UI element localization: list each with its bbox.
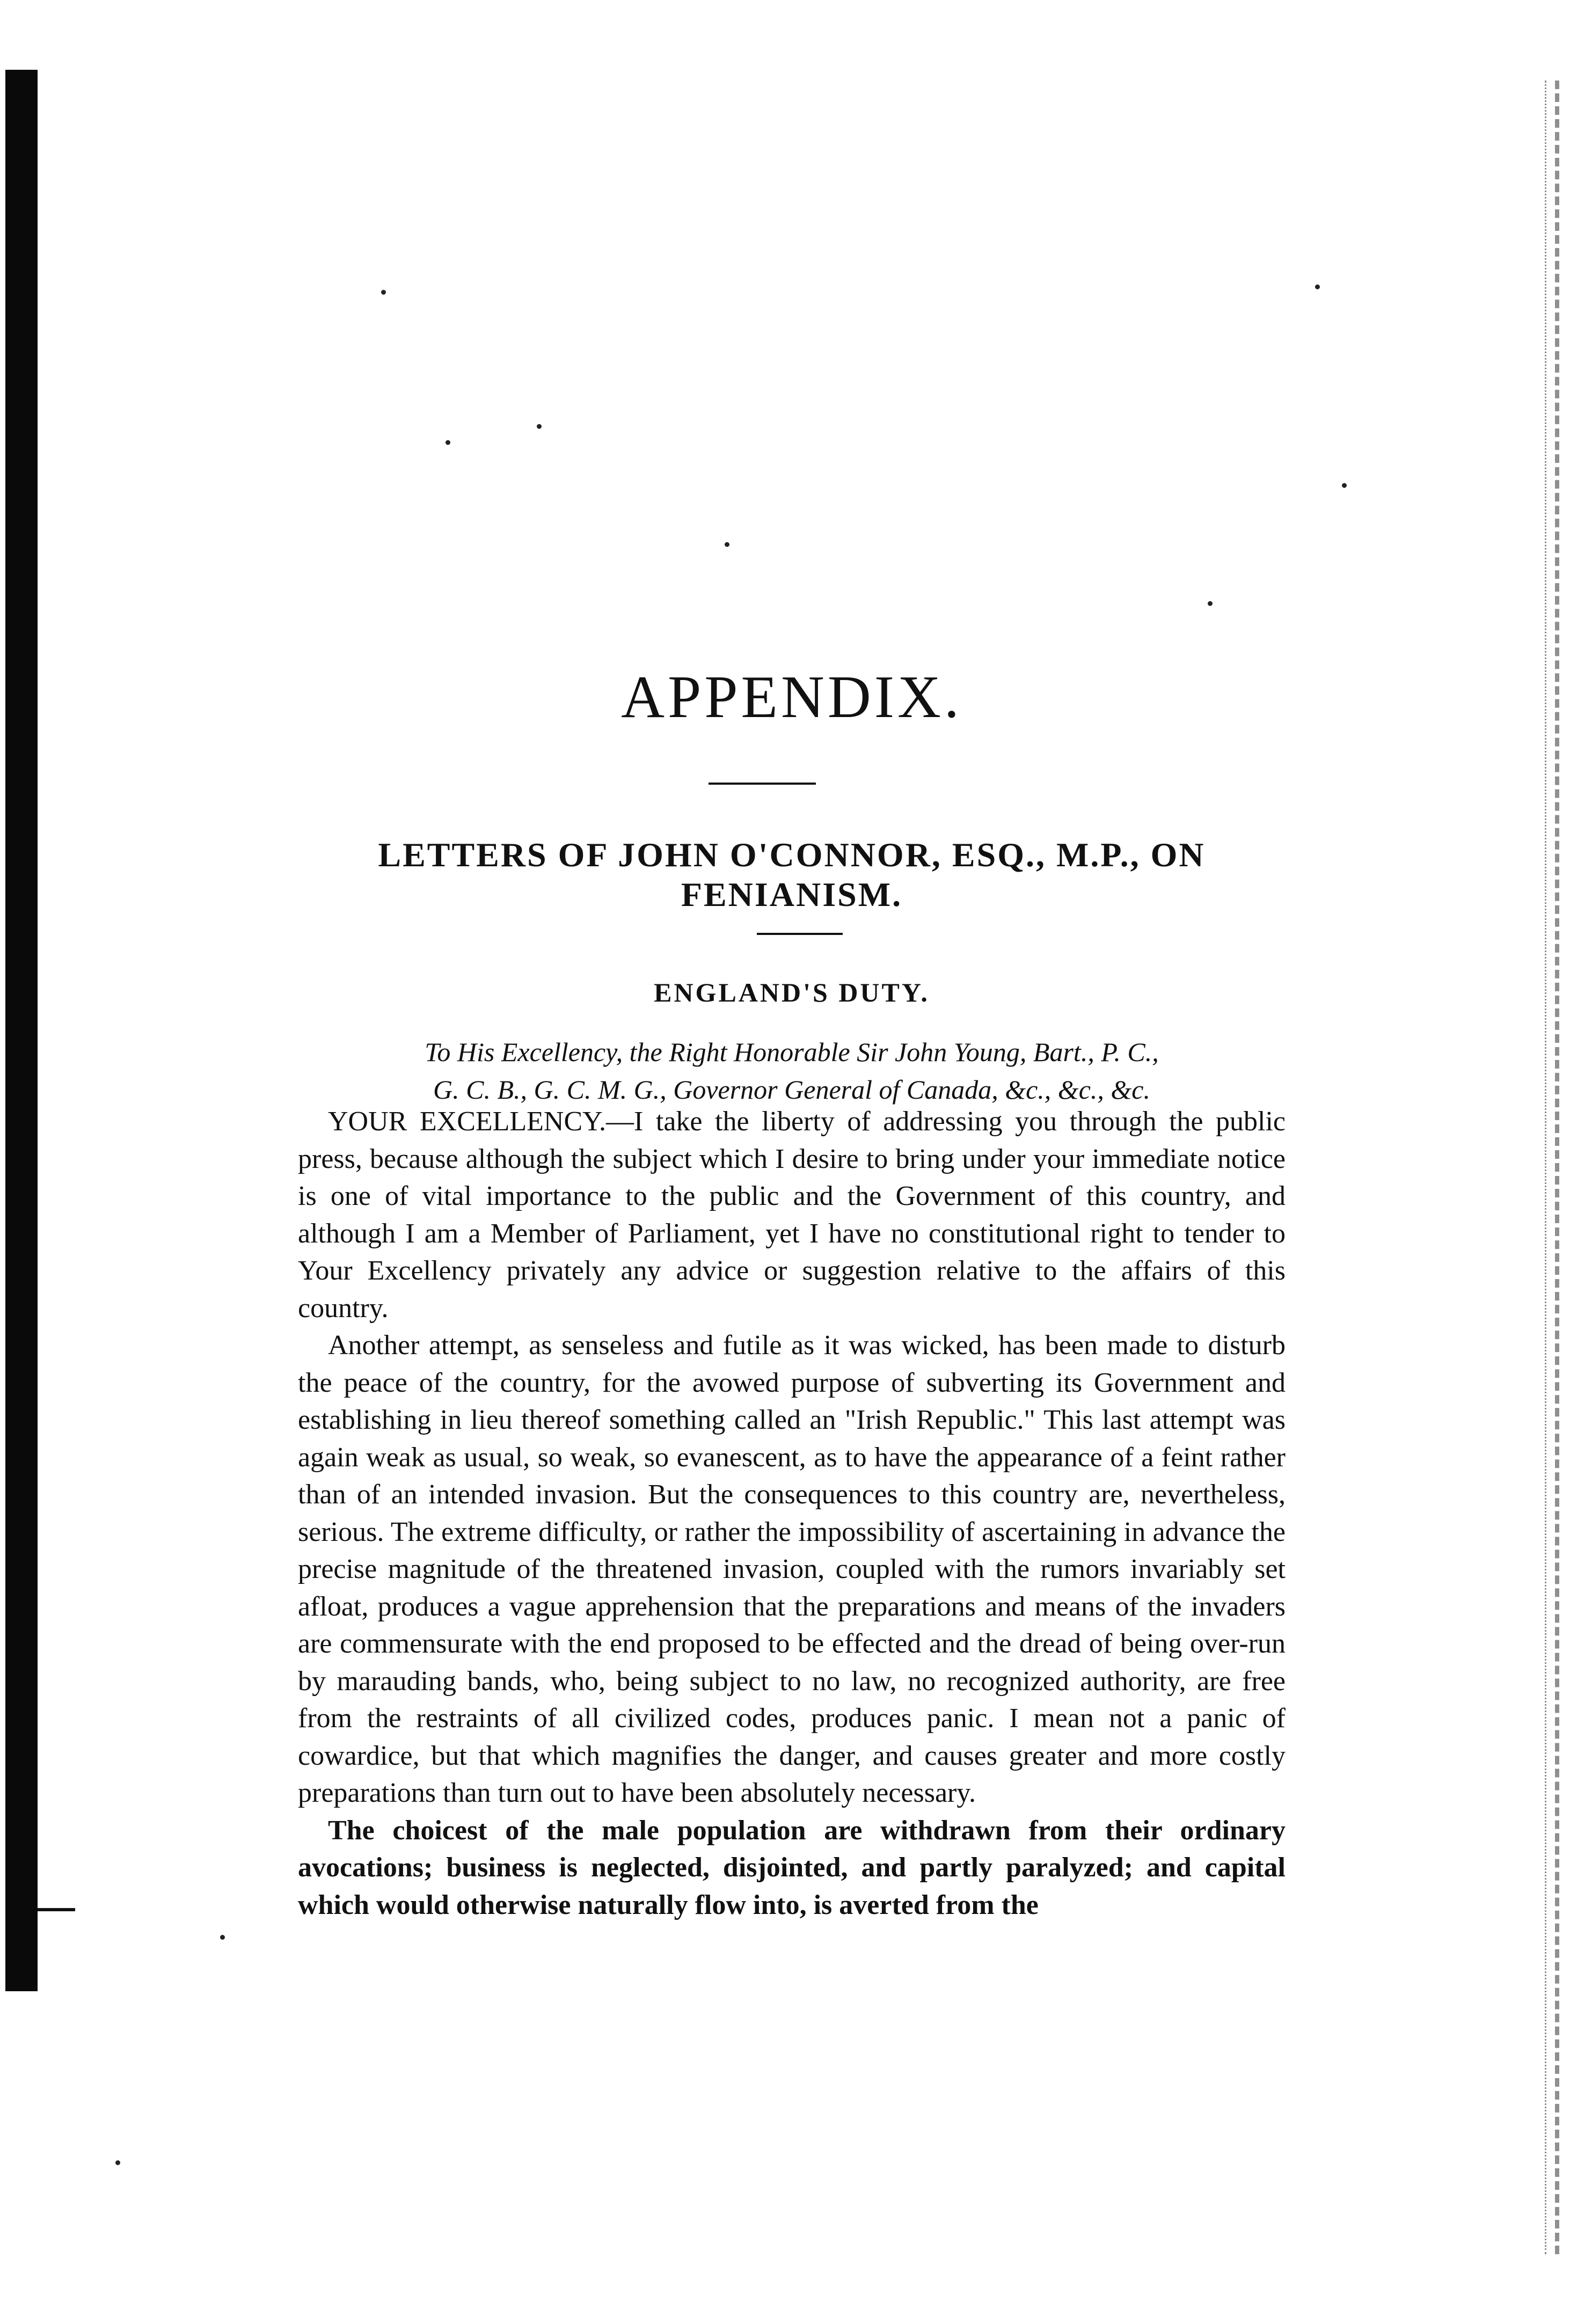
scan-speck [115,2160,120,2165]
scan-speck [1208,601,1213,606]
salutation: YOUR EXCELLENCY. [328,1106,607,1137]
scan-binding-edge [5,70,38,1991]
paragraph-2: Another attempt, as senseless and futile as it was wicked, has been made to disturb the peace of the country, for the avowed purpose of subverting its Government and establishing in lieu thereof something called an "Irish Republic." This last attempt was again weak as usual, so weak, so evanescent, as to have the appearance of a feint rather than of an intended invasion. But the consequences to this country are, nevertheless, serious. The extreme difficulty, or rather the impossibility of ascertaining in advance the precise magnitude of the threatened invasion, coupled with the rumors invariably set afloat, produces a vague apprehension that the preparations and means of the invaders are commensurate with the end proposed to be effected and the dread of being over-run by marauding bands, who, being subject to no law, no recognized authority, are free from the restraints of all civilized codes, produces panic. I mean not a panic of cowardice, but that which magnifies the danger, and causes greater and more costly preparations than turn out to have been absolutely necessary. [298,1330,1286,1808]
address-line-1: To His Excellency, the Right Honorable Sir John Young, Bart., P. C., [425,1037,1159,1067]
scan-binding-mark [38,1908,75,1911]
scan-speck [381,290,386,295]
scan-speck [220,1935,225,1940]
paragraph-1 [298,1103,1286,1327]
section-heading: ENGLAND'S DUTY. [654,977,930,1007]
scan-speck [446,440,450,445]
paragraph-1-text: —I take the liberty of addressing you through the public press, because although the subject which I desire to bring under your immediate notice is one of vital importance to the public and the Government of this country, and although I am a Member of Parliament, yet I have no constitutional right to tender to Your Excellency privately any advice or suggestion relative to the affairs of this country. [298,1106,1286,1324]
title-rule [709,783,816,785]
paragraph-3: The choicest of the male population are withdrawn from their ordinary avocations; business is neglected, disjointed, and partly paralyzed; and capital which would otherwise naturally flow into, is averted from the [298,1815,1286,1920]
scan-speck [1342,483,1347,488]
scan-right-edge [1545,81,1554,2254]
scan-right-edge-shadow [1555,81,1562,2254]
address-line-2: G. C. B., G. C. M. G., Governor General of Canada, &c., &c., &c. [433,1075,1150,1105]
appendix-title: APPENDIX. [621,664,962,730]
scan-speck [1315,284,1320,289]
scan-speck [725,542,729,547]
scan-speck [537,424,542,429]
letter-address [298,1033,1286,1108]
section-rule [757,933,843,935]
letter-body [298,1103,1286,1924]
letters-title: LETTERS OF JOHN O'CONNOR, ESQ., M.P., ON FENIANISM. [378,836,1206,913]
